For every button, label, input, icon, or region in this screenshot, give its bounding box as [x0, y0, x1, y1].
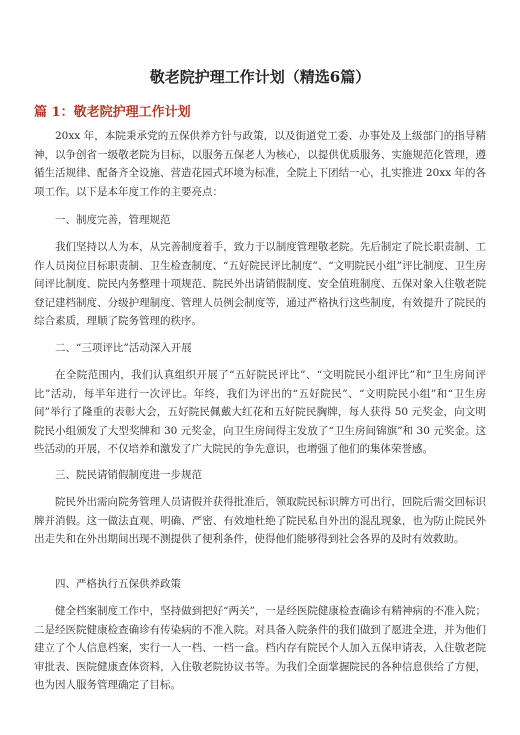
intro-paragraph: 20xx 年，本院秉承党的五保供养方针与政策，以及街道党工委、办事处及上级部门的指导精神，以争创省一级敬老院为目标，以服务五保老人为核心，以提供优质服务、实施规范化管理，遵循生活规律、配备齐全设施、营造花园式环境为标准，全院上下团结一心，扎实推进 20xx 年的各项工作。以下是本年度工作的主要亮点：: [34, 130, 486, 198]
section-body-4: 健全档案制度工作中，坚持做到把好“两关”，一是经医院健康检查确诊有精神病的不准入院；二是经医院健康检查确诊有传染病的不准入院。对具备入院条件的我们做到了愿进全进，并为他们建立了个人信息档案，实行一人一档、一档一盒。档内存有院民个人加入五保申请表，入住敬老院审批表、医院健康查体资料，入住敬老院协议书等。为我们全面掌握院民的各种信息供给了方便，也为因人服务管理确定了目标。: [34, 605, 486, 691]
section-body-3: 院民外出需向院务管理人员请假并获得批准后，领取院民标识牌方可出行，回院后需交回标识牌并消假。这一做法直观、明确、严密、有效地杜绝了院民私自外出的混乱现象，也为防止院民外出走失和在外出期间出现不测提供了便利条件，使得他们能够得到社会各界的及时有效救助。: [34, 496, 486, 545]
section-body-2: 在全院范围内，我们认真组织开展了“五好院民评比”、“文明院民小组评比”和“卫生房间评比”活动，每半年进行一次评比。年终，我们为评出的“五好院民”、“文明院民小组”和“卫生房间”举行了隆重的表彰大会，五好院民佩戴大红花和五好院民胸牌，每人获得 50 元奖金，向文明院民小组颁发了大型奖牌和 30 元奖金，向卫生房间得主发放了“卫生房间锦旗”和 30 元奖金。这些活动的开展，不仅培养和激发了广大院民的争先意识，也增强了他们的集体荣誉感。: [34, 369, 486, 455]
section-heading-1: 一、制度完善，管理规范: [55, 214, 171, 226]
chapter-title: 篇 1：敬老院护理工作计划: [34, 105, 191, 120]
section-heading-3: 三、院民请销假制度进一步规范: [55, 469, 202, 481]
document-title: 敬老院护理工作计划（精选6篇）: [149, 68, 371, 86]
section-body-1: 我们坚持以人为本，从完善制度着手，致力于以制度管理敬老院。先后制定了院长职责制、工作人员岗位目标职责制、卫生检查制度、“五好院民评比制度”、“文明院民小组”评比制度、卫生房间评比制度、院民内务整理十项规范、院民外出请销假制度、安全值班制度、五保对象入住敬老院登记建档制度、分级护理制度、管理人员例会制度等，通过严格执行这些制度，有效提升了院民的综合素质，理顺了院务管理的秩序。: [34, 241, 486, 327]
section-heading-2: 二、“三项评比”活动深入开展: [55, 342, 192, 354]
section-heading-4: 四、严格执行五保供养政策: [55, 578, 181, 590]
